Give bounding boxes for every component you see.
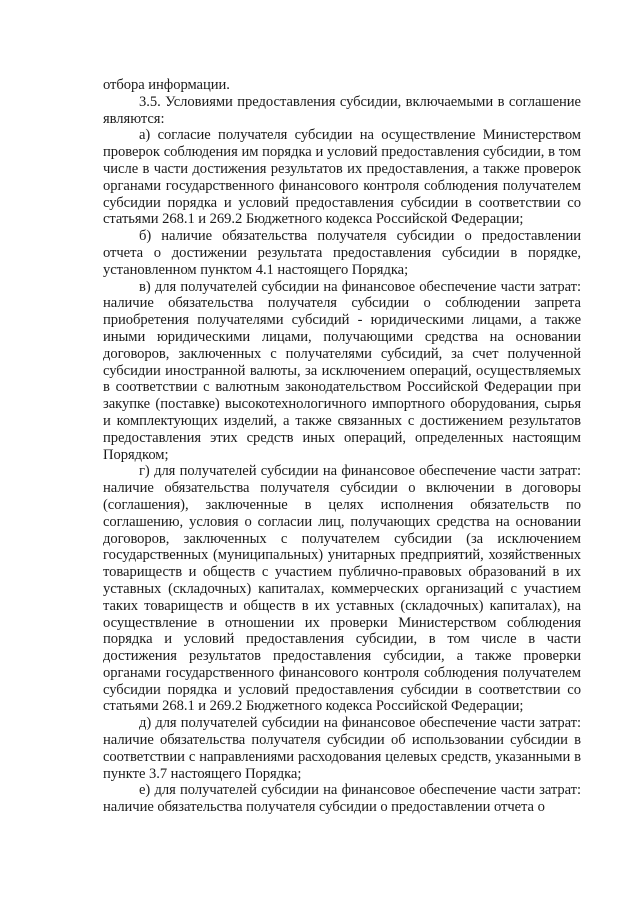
paragraph-item-b: б) наличие обязательства получателя субсидии о предоставлении отчета о достижении результата предоставления субсидии в порядке, установленном пунктом 4.1 настоящего Порядка; [103,228,581,278]
paragraph-item-g: г) для получателей субсидии на финансовое обеспечение части затрат: наличие обязательства получателя субсидии о включении в договоры (соглашения), заключенные в целях исполнения обязательств по соглашению, условия о согласии лиц, получающих средства на основании договоров, заключенных с получателем субсидии (за исключением государственных (муниципальных) унитарных предприятий, хозяйственных товариществ и обществ с участием публично-правовых образований в их уставных (складочных) капиталах, коммерческих организаций с участием таких товариществ и обществ в их уставных (складочных) капиталах), на осуществление в отношении их проверки Министерством соблюдения порядка и условий предоставления субсидии, в том числе в части достижения результатов предоставления субсидии, а также проверки органами государственного финансового контроля соблюдения получателем субсидии порядка и условий предоставления субсидии в соответствии со статьями 268.1 и 269.2 Бюджетного кодекса Российской Федерации; [103,463,581,715]
paragraph-3-5: 3.5. Условиями предоставления субсидии, включаемыми в соглашение являются: [103,93,581,127]
paragraph-item-v: в) для получателей субсидии на финансовое обеспечение части затрат: наличие обязательства получателя субсидии о соблюдении запрета приобретения получателями субсидий - юридическими лицами, а также иными юридическими лицами, получающими средства на основании договоров, заключенных с получателями субсидий, за счет полученной субсидии иностранной валюты, за исключением операций, осуществляемых в соответствии с валютным законодательством Российской Федерации при закупке (поставке) высокотехнологичного импортного оборудования, сырья и комплектующих изделий, а также связанных с достижением результатов предоставления этих средств иных операций, определенных настоящим Порядком; [103,278,581,463]
paragraph-item-a: а) согласие получателя субсидии на осуществление Министерством проверок соблюдения им порядка и условий предоставления субсидии, в том числе в части достижения результатов их предоставления, а также проверок органами государственного финансового контроля соблюдения получателем субсидии порядка и условий предоставления субсидии в соответствии со статьями 268.1 и 269.2 Бюджетного кодекса Российской Федерации; [103,127,581,228]
paragraph-continuation: отбора информации. [103,77,230,93]
paragraph-item-e: е) для получателей субсидии на финансовое обеспечение части затрат: наличие обязательства получателя субсидии о предоставлении отчета о [103,782,581,816]
paragraph-item-d: д) для получателей субсидии на финансовое обеспечение части затрат: наличие обязательства получателя субсидии об использовании субсидии в соответствии с направлениями расходования целевых средств, указанными в пункте 3.7 настоящего Порядка; [103,715,581,782]
document-body [103,77,581,816]
